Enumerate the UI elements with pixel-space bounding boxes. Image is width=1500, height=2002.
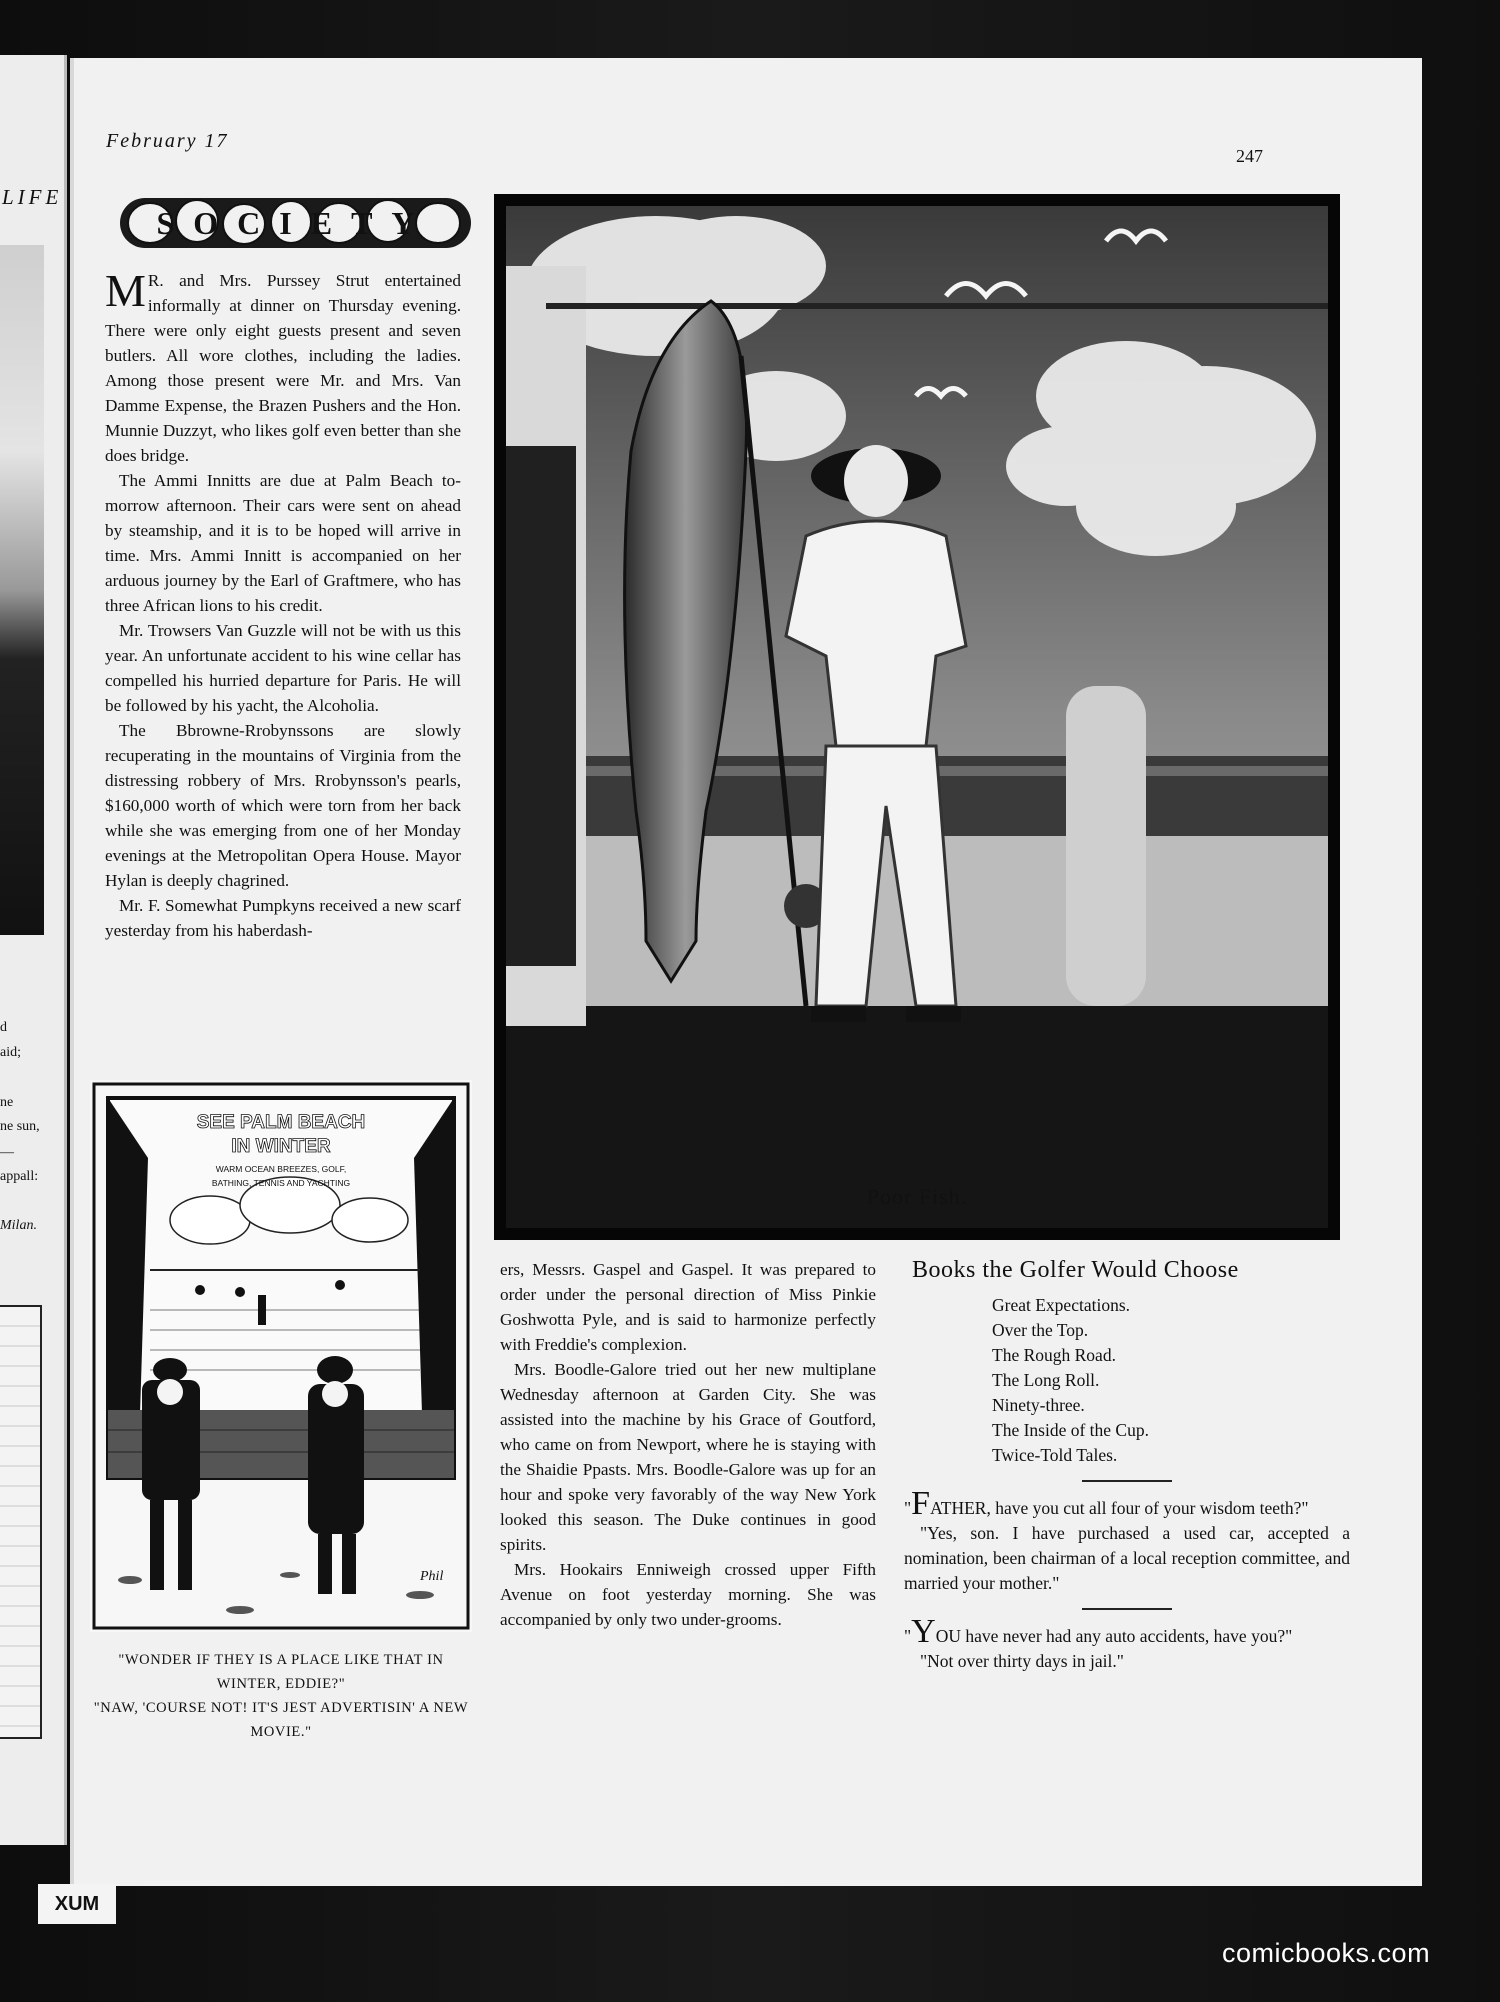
society-paragraph: Mrs. Boodle-Galore tried out her new multiplane Wednesday afternoon at Garden City. She was assisted into the machine by his Grace of Goutford, who came on from Newport, where he is staying with the Shaidie Ppasts. Mrs. Boodle-Galore was up for an hour and spoke very favorably of the way New York looked this season. The Duke continues in good spirits. [500,1360,876,1554]
society-paragraph: Mr. Trowsers Van Guzzle will not be with us this year. An unfortunate accident to his wine cellar has compelled his hurried departure for Paris. He will be followed by his yacht, the Alcoholia. [105,621,461,715]
previous-page-text: aid; [0,1045,21,1060]
book-title: The Inside of the Cup. [992,1420,1149,1440]
page-number: 247 [1236,146,1263,166]
previous-page-photo [0,245,44,935]
cartoon-caption [90,1648,472,1744]
book-title: Great Expectations. [992,1295,1131,1315]
society-heading-art [118,192,473,254]
poster-tagline: WARM OCEAN BREEZES, GOLF, [215,1164,347,1174]
poster-title: SEE PALM BEACH [196,1112,366,1133]
joke-answer: "Not over thirty days in jail." [920,1651,1124,1671]
previous-page-text: ne sun, [0,1119,40,1134]
magazine-page [70,58,1422,1886]
fisherman-picture [506,206,1328,1228]
previous-page-text: Milan. [0,1218,37,1233]
previous-page-text: d [0,1020,7,1035]
cartoon-caption-line: "NAW, 'COURSE NOT! IT'S JEST ADVERTISIN' A NEW MOVIE." [93,1700,469,1740]
previous-page-edge [0,55,67,1845]
joke-auto-accidents: "YOU have never had any auto accidents, have you?" "Not over thirty days in jail." [904,1622,1350,1674]
drop-cap: M [105,265,146,316]
cartoon-caption-line: "WONDER IF THEY IS A PLACE LIKE THAT IN WINTER, EDDIE?" [118,1652,444,1692]
society-paragraph: The Bbrowne-Rrobynssons are slowly recuperating in the mountains of Virginia from the distressing robbery of Mrs. Rrobynsson's pearls, $160,000 worth of which were torn from her back while she was emerging from one of her Monday evenings at the Metropolitan Opera House. Mayor Hylan is deeply chagrined. [105,721,461,890]
previous-page-illustration [0,1305,42,1739]
society-paragraph: The Ammi Innitts are due at Palm Beach to-morrow afternoon. Their cars were sent on ahead by steamship, and it is to be hoped will arrive in time. Mrs. Ammi Innitt is accompanied on her arduous journey by the Earl of Graftmere, who has three African lions to his credit. [105,471,461,615]
previous-page-text: ne [0,1095,14,1110]
society-paragraph: Mrs. Hookairs Enniweigh crossed upper Fifth Avenue on foot yesterday morning. She was accompanied by only two under-grooms. [500,1560,876,1629]
book-title: Over the Top. [992,1320,1089,1340]
books-list [992,1293,1350,1468]
illustration-caption: Poor Fish. [866,1184,968,1209]
poor-fish-illustration [494,194,1340,1240]
book-title: Twice-Told Tales. [992,1445,1118,1465]
archive-tag: XUM [38,1884,116,1924]
society-column [105,265,461,943]
section-rule [1082,1608,1172,1610]
society-heading [118,192,473,254]
book-title: The Rough Road. [992,1345,1116,1365]
book-title: The Long Roll. [992,1370,1100,1390]
artist-signature: Phil [420,1569,444,1584]
previous-page-title: LIFE [2,185,63,209]
society-paragraph: ers, Messrs. Gaspel and Gaspel. It was prepared to order under the personal direction of Miss Pinkie Goshwotta Pyle, and is said to harmonize perfectly with Freddie's complexion. [500,1260,876,1354]
joke-initial: F [911,1485,931,1522]
poster-tagline: BATHING, TENNIS AND YACHTING [211,1178,351,1188]
right-column [904,1258,1350,1674]
joke-initial: Y [911,1613,936,1650]
society-paragraph: R. and Mrs. Purssey Strut entertained informally at dinner on Thursday evening. There were only eight guests present and seven butlers. All wore clothes, including the ladies. Among those present were Mr. and Mrs. Van Damme Expense, the Brazen Pushers and the Hon. Munnie Duzzyt, who likes golf even better than she does bridge. [105,271,461,465]
joke-wisdom-teeth: "FATHER, have you cut all four of your wisdom teeth?" "Yes, son. I have purchased a used car, accepted a nomination, been chairman of a local reception committee, and married your mother." [904,1494,1350,1596]
palm-beach-cartoon [90,1080,472,1632]
society-continued-column [500,1257,876,1632]
poster-subtitle: IN WINTER [231,1136,331,1157]
joke-question: ATHER, have you cut all four of your wisdom teeth?" [930,1498,1309,1518]
joke-question: OU have never had any auto accidents, have you?" [935,1626,1293,1646]
book-title: Ninety-three. [992,1395,1085,1415]
joke-answer: "Yes, son. I have purchased a used car, accepted a nomination, been chairman of a local reception committee, and married your mother." [904,1523,1350,1593]
previous-page-text: appall: [0,1169,39,1184]
site-watermark: comicbooks.com [1222,1938,1431,1968]
running-head-date: February 17 [106,130,229,152]
society-heading-text: SOCIETY [156,205,434,241]
books-heading: Books the Golfer Would Choose [912,1257,1239,1283]
section-rule [1082,1480,1172,1482]
previous-page-text: — [0,1145,14,1160]
cartoon-drawing [90,1080,472,1632]
society-paragraph: Mr. F. Somewhat Pumpkyns received a new scarf yesterday from his haberdash- [105,896,461,940]
